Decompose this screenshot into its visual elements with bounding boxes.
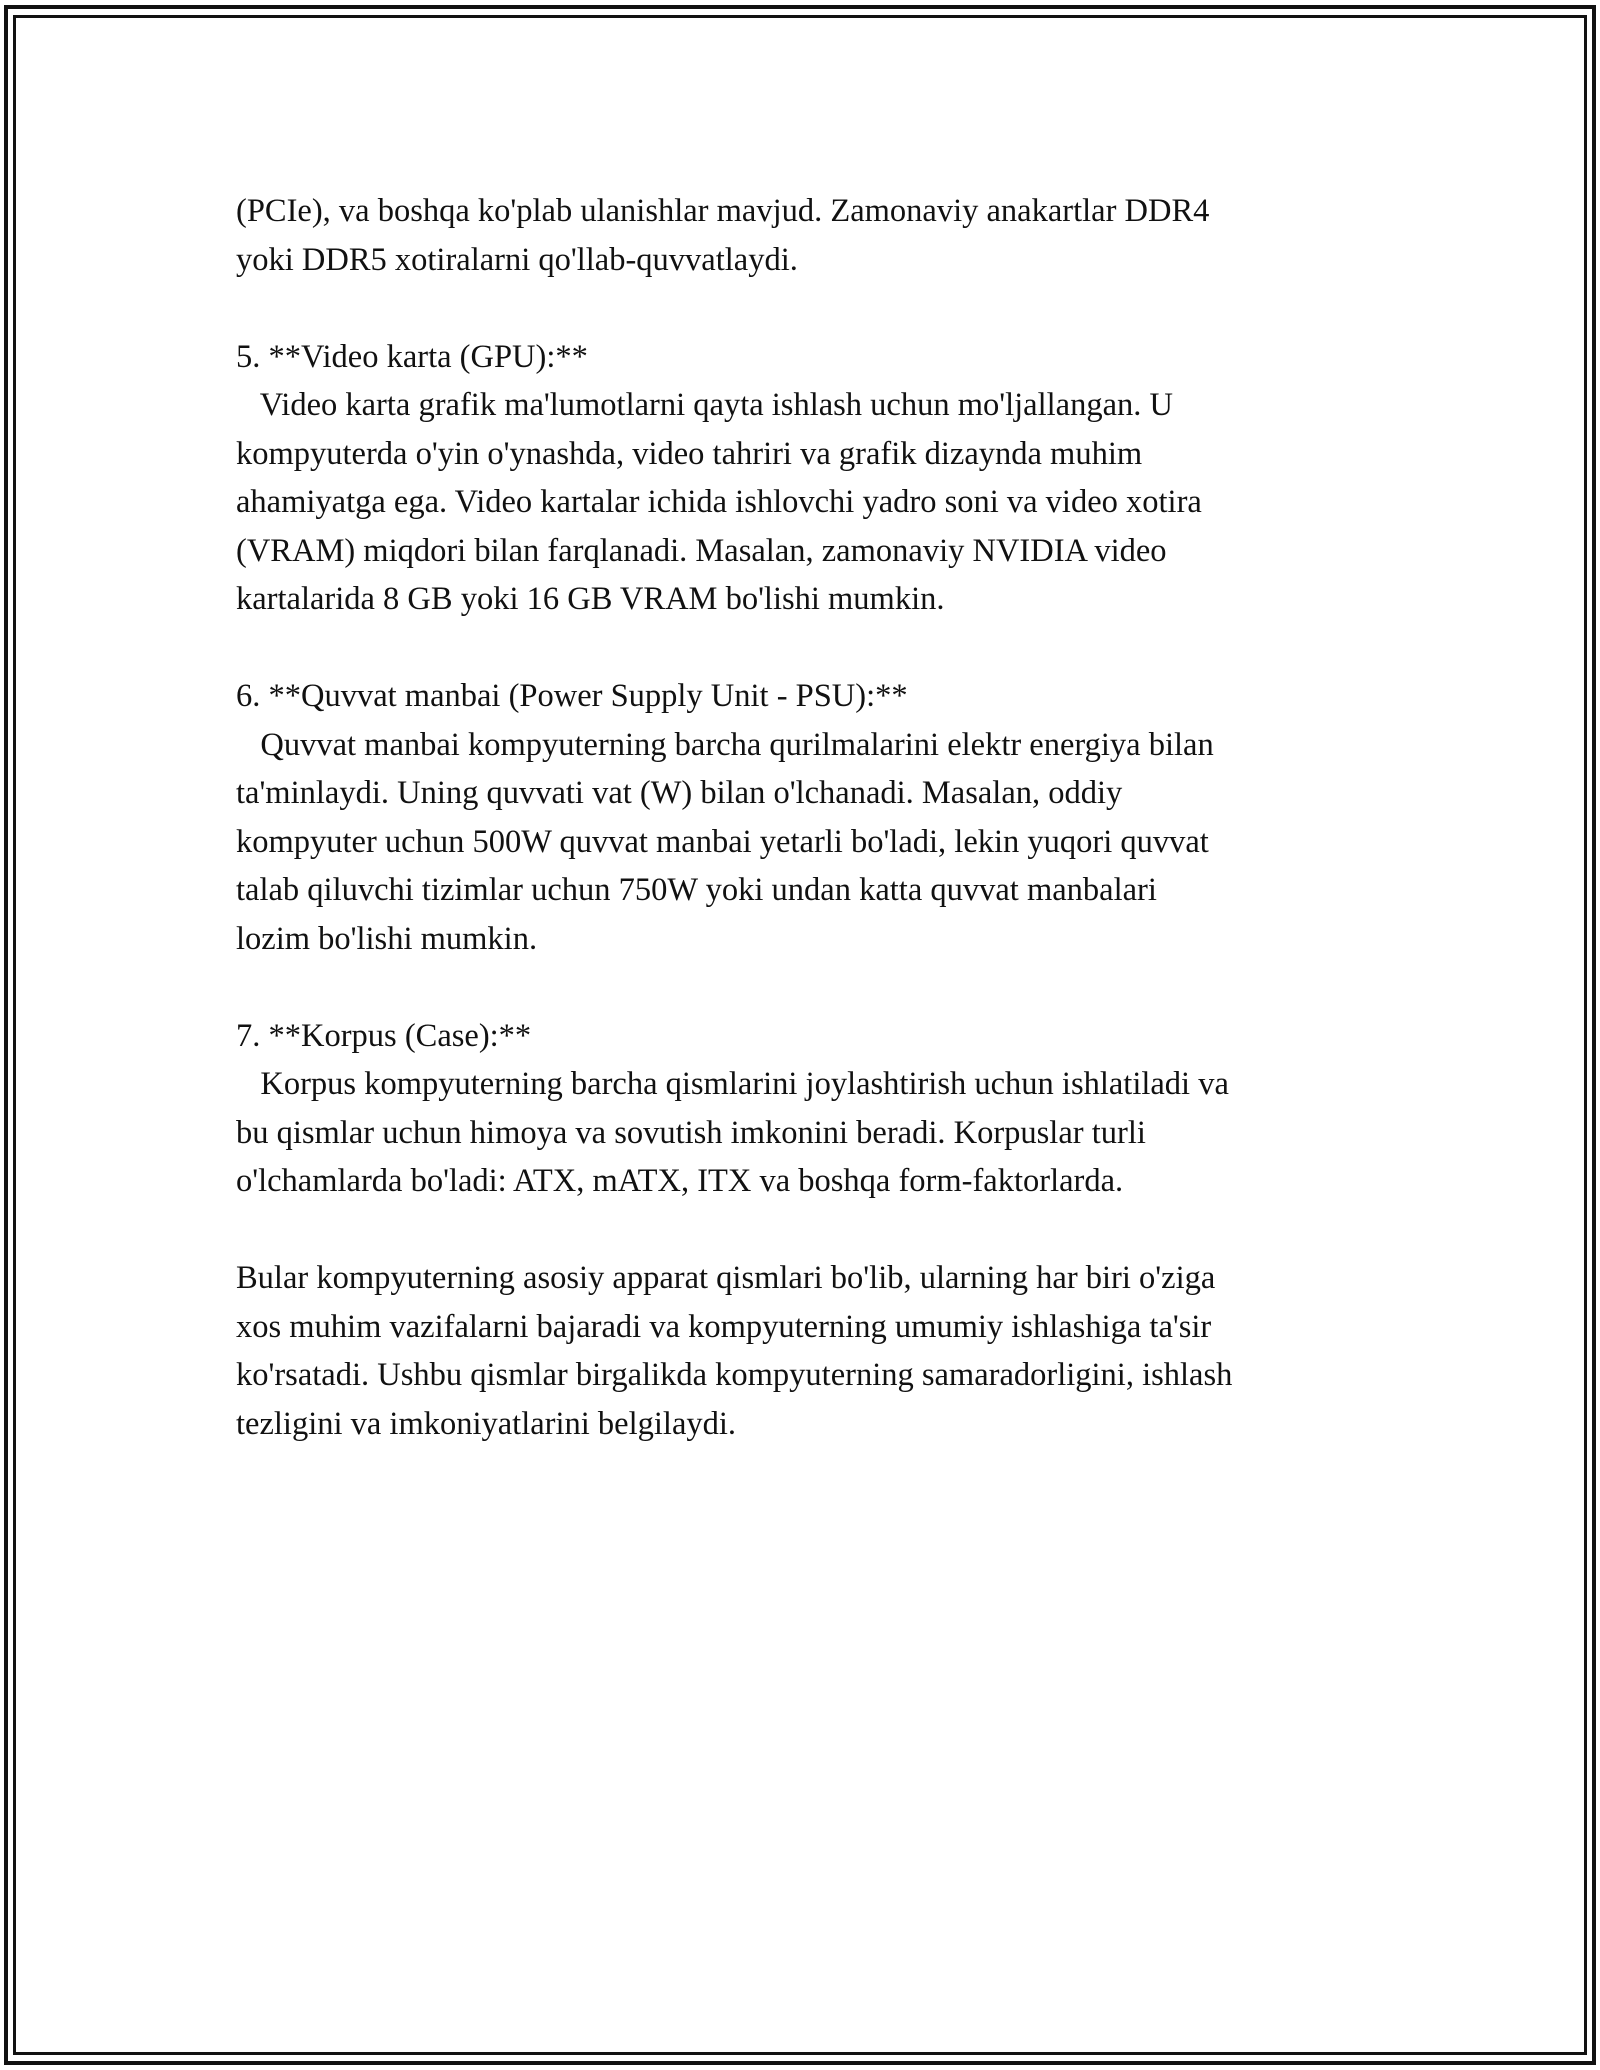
text-line: kompyuter uchun 500W quvvat manbai yetarli bo'ladi, lekin yuqori quvvat — [236, 823, 1209, 860]
document-body — [236, 187, 1386, 1448]
text-line: Korpus kompyuterning barcha qismlarini joylashtirish uchun ishlatiladi va — [236, 1066, 1229, 1102]
text-line: yoki DDR5 xotiralarni qo'llab-quvvatlaydi. — [236, 241, 798, 278]
paragraph-conclusion — [236, 1254, 1386, 1448]
text-line: (VRAM) miqdori bilan farqlanadi. Masalan, zamonaviy NVIDIA video — [236, 532, 1167, 569]
section-heading: 7. **Korpus (Case):** — [236, 1017, 532, 1054]
text-line: ko'rsatadi. Ushbu qismlar birgalikda kompyuterning samaradorligini, ishlash — [236, 1357, 1233, 1393]
text-line: tezligini va imkoniyatlarini belgilaydi. — [236, 1405, 737, 1442]
text-line: ahamiyatga ega. Video kartalar ichida ishlovchi yadro soni va video xotira — [236, 484, 1202, 520]
text-line: kompyuterda o'yin o'ynashda, video tahriri va grafik dizaynda muhim — [236, 435, 1143, 472]
text-line: talab qiluvchi tizimlar uchun 750W yoki undan katta quvvat manbalari — [236, 872, 1157, 908]
text-line: bu qismlar uchun himoya va sovutish imkonini beradi. Korpuslar turli — [236, 1114, 1146, 1151]
text-line: Quvvat manbai kompyuterning barcha qurilmalarini elektr energiya bilan — [236, 726, 1214, 763]
text-line: ta'minlaydi. Uning quvvati vat (W) bilan o'lchanadi. Masalan, oddiy — [236, 775, 1123, 811]
text-line: Bular kompyuterning asosiy apparat qismlari bo'lib, ularning har biri o'ziga — [236, 1260, 1216, 1296]
text-line: Video karta grafik ma'lumotlarni qayta ishlash uchun mo'ljallangan. U — [236, 387, 1173, 423]
section-heading: 6. **Quvvat manbai (Power Supply Unit - PSU):** — [236, 678, 908, 714]
section-video-card — [236, 333, 1386, 624]
section-power-supply — [236, 672, 1386, 963]
section-heading: 5. **Video karta (GPU):** — [236, 338, 588, 375]
section-case — [236, 1012, 1386, 1206]
paragraph-pcie-continuation — [236, 187, 1386, 284]
text-line: lozim bo'lishi mumkin. — [236, 920, 538, 957]
text-line: o'lchamlarda bo'ladi: ATX, mATX, ITX va boshqa form-faktorlarda. — [236, 1163, 1124, 1199]
text-line: xos muhim vazifalarni bajaradi va kompyuterning umumiy ishlashiga ta'sir — [236, 1308, 1212, 1345]
text-line: kartalarida 8 GB yoki 16 GB VRAM bo'lishi mumkin. — [236, 581, 945, 617]
text-line: (PCIe), va boshqa ko'plab ulanishlar mavjud. Zamonaviy anakartlar DDR4 — [236, 193, 1210, 229]
